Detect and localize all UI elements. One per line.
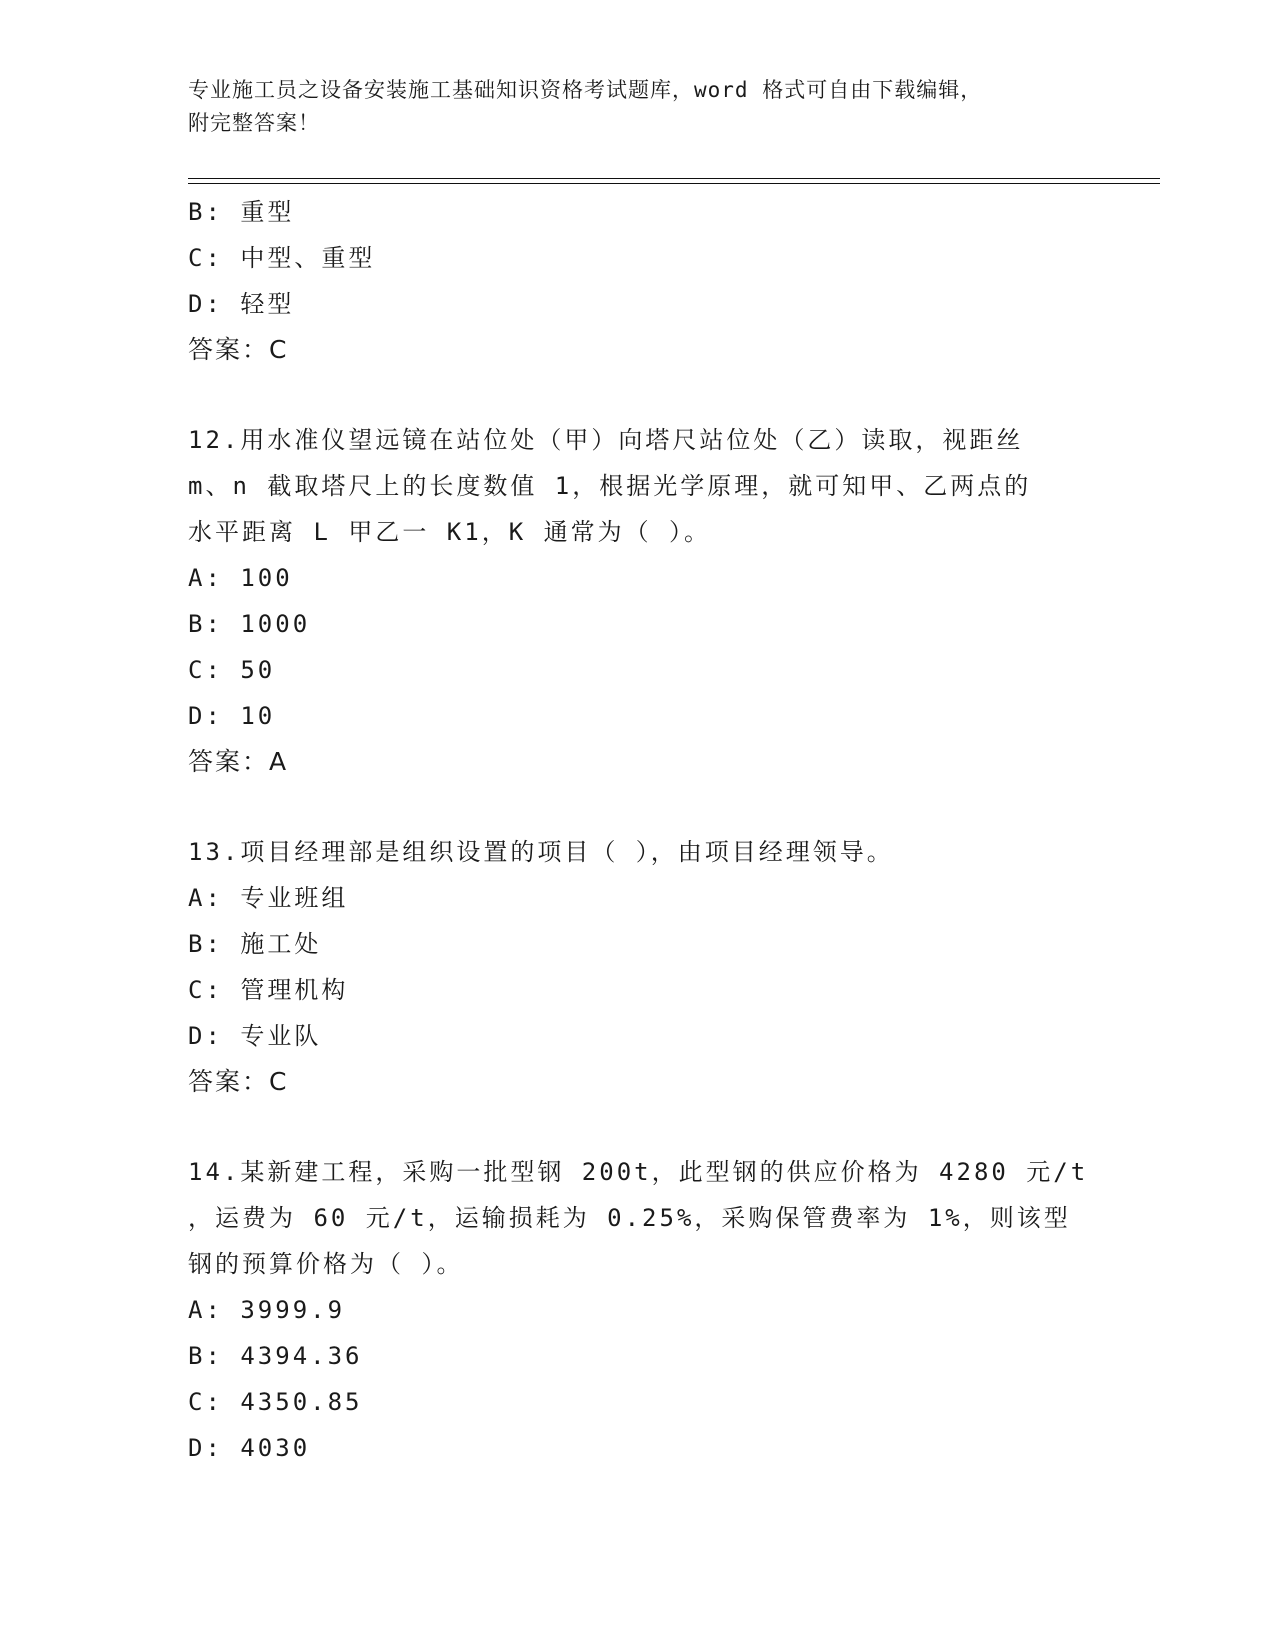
question-11-continued <box>188 189 1088 373</box>
question-text-line: 12.用水准仪望远镜在站位处（甲）向塔尺站位处（乙）读取，视距丝 <box>188 426 1024 454</box>
question-list <box>188 189 1088 1471</box>
question-text-line: 14.某新建工程，采购一批型钢 200t，此型钢的供应价格为 4280 元/t <box>188 1158 1089 1186</box>
question-14 <box>188 1149 1088 1471</box>
question-text-line: m、n 截取塔尺上的长度数值 1，根据光学原理，就可知甲、乙两点的 <box>188 472 1032 500</box>
answer-line: 答案：C <box>188 1067 289 1096</box>
question-spacer <box>188 1105 1088 1149</box>
option-a: A: 100 <box>188 564 293 592</box>
question-spacer <box>188 785 1088 829</box>
option-d: D: 10 <box>188 702 276 730</box>
option-c: C: 管理机构 <box>188 976 349 1004</box>
question-text-line: 钢的预算价格为（ ）。 <box>188 1250 464 1278</box>
option-a: A: 专业班组 <box>188 884 349 912</box>
document-header <box>188 74 1068 140</box>
option-c: C: 4350.85 <box>188 1388 363 1416</box>
question-13 <box>188 829 1088 1105</box>
question-text-line: 水平距离 L 甲乙一 K1，K 通常为（ ）。 <box>188 518 712 546</box>
header-line-2: 附完整答案！ <box>188 111 320 135</box>
option-b: B: 重型 <box>188 198 295 226</box>
option-b: B: 1000 <box>188 610 311 638</box>
header-line-1: 专业施工员之设备安装施工基础知识资格考试题库，word 格式可自由下载编辑， <box>188 78 983 102</box>
option-d: D: 专业队 <box>188 1022 322 1050</box>
option-b: B: 4394.36 <box>188 1342 363 1370</box>
option-c: C: 50 <box>188 656 276 684</box>
answer-line: 答案：C <box>188 335 289 364</box>
answer-line: 答案：A <box>188 747 289 776</box>
question-12 <box>188 417 1088 785</box>
question-text-line: ，运费为 60 元/t，运输损耗为 0.25%，采购保管费率为 1%，则该型 <box>188 1204 1071 1232</box>
option-b: B: 施工处 <box>188 930 322 958</box>
question-spacer <box>188 373 1088 417</box>
option-a: A: 3999.9 <box>188 1296 346 1324</box>
question-text-line: 13.项目经理部是组织设置的项目（ ），由项目经理领导。 <box>188 838 894 866</box>
option-d: D: 轻型 <box>188 290 295 318</box>
option-d: D: 4030 <box>188 1434 311 1462</box>
header-divider-bottom <box>188 183 1160 184</box>
option-c: C: 中型、重型 <box>188 244 376 272</box>
header-divider-top <box>188 178 1160 179</box>
